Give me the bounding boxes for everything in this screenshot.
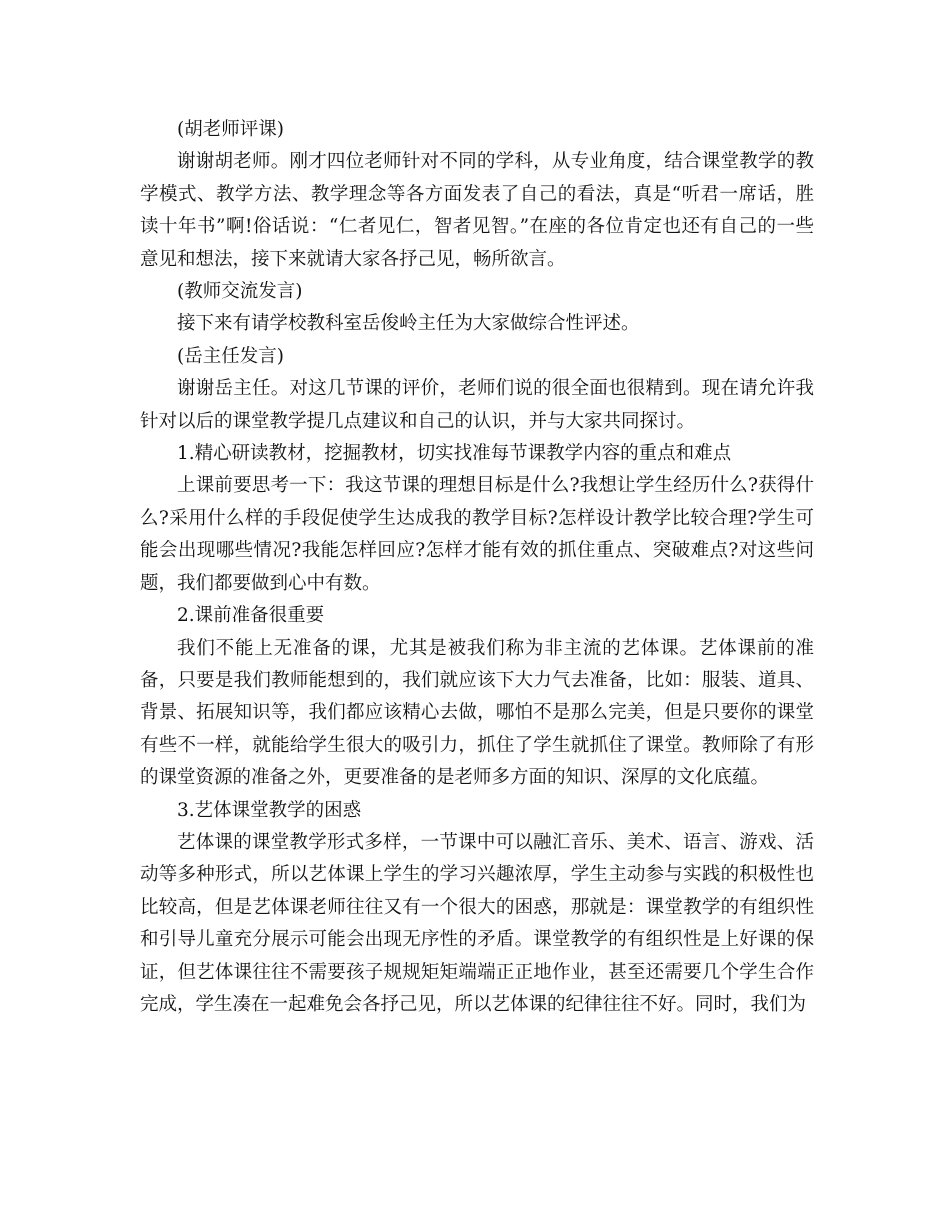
paragraph-stage-note-hu: (胡老师评课) [177,119,284,140]
paragraph-invite-yue: 接下来有请学校教科室岳俊岭主任为大家做综合性评述。 [177,313,640,335]
document-page [140,114,814,1021]
paragraph-stage-note-teachers: (教师交流发言) [177,281,303,303]
paragraph-thanks-hu: 谢谢胡老师。刚才四位老师针对不同的学科，从专业角度，结合课堂教学的教学模式、教学方法、教学理念等各方面发表了自己的看法，真是“听君一席话，胜读十年书”啊!俗话说：“仁者见仁，智者见智。”在座的各位肯定也还有自己的一些意见和想法，接下来就请大家各抒己见，畅所欲言。 [140,151,814,270]
heading-point-1: 1.精心研读教材，挖掘教材，切实找准每节课教学内容的重点和难点 [177,443,732,465]
paragraph-point-1: 上课前要思考一下：我这节课的理想目标是什么?我想让学生经历什么?获得什么?采用什么样的手段促使学生达成我的教学目标?怎样设计教学比较合理?学生可能会出现哪些情况?我能怎样回应?怎样才能有效的抓住重点、突破难点?对这些问题，我们都要做到心中有数。 [140,475,814,594]
paragraph-thanks-yue: 谢谢岳主任。对这几节课的评价，老师们说的很全面也很精到。现在请允许我针对以后的课堂教学提几点建议和自己的认识，并与大家共同探讨。 [140,378,814,432]
paragraph-point-2: 我们不能上无准备的课，尤其是被我们称为非主流的艺体课。艺体课前的准备，只要是我们教师能想到的，我们就应该下大力气去准备，比如：服装、道具、背景、拓展知识等，我们都应该精心去做，哪怕不是那么完美，但是只要你的课堂有些不一样，就能给学生很大的吸引力，抓住了学生就抓住了课堂。教师除了有形的课堂资源的准备之外，更要准备的是老师多方面的知识、深厚的文化底蕴。 [140,637,814,789]
heading-point-2: 2.课前准备很重要 [177,605,325,627]
heading-point-3: 3.艺体课堂教学的困惑 [177,799,362,821]
paragraph-stage-note-yue: (岳主任发言) [177,345,284,367]
paragraph-point-3: 艺体课的课堂教学形式多样，一节课中可以融汇音乐、美术、语言、游戏、活动等多种形式，所以艺体课上学生的学习兴趣浓厚，学生主动参与实践的积极性也比较高，但是艺体课老师往往又有一个很大的困惑，那就是：课堂教学的有组织性和引导儿童充分展示可能会出现无序性的矛盾。课堂教学的有组织性是上好课的保证，但艺体课往往不需要孩子规规矩矩端端正正地作业，甚至还需要几个学生合作完成，学生凑在一起难免会各抒己见，所以艺体课的纪律往往不好。同时，我们为 [140,831,814,1015]
